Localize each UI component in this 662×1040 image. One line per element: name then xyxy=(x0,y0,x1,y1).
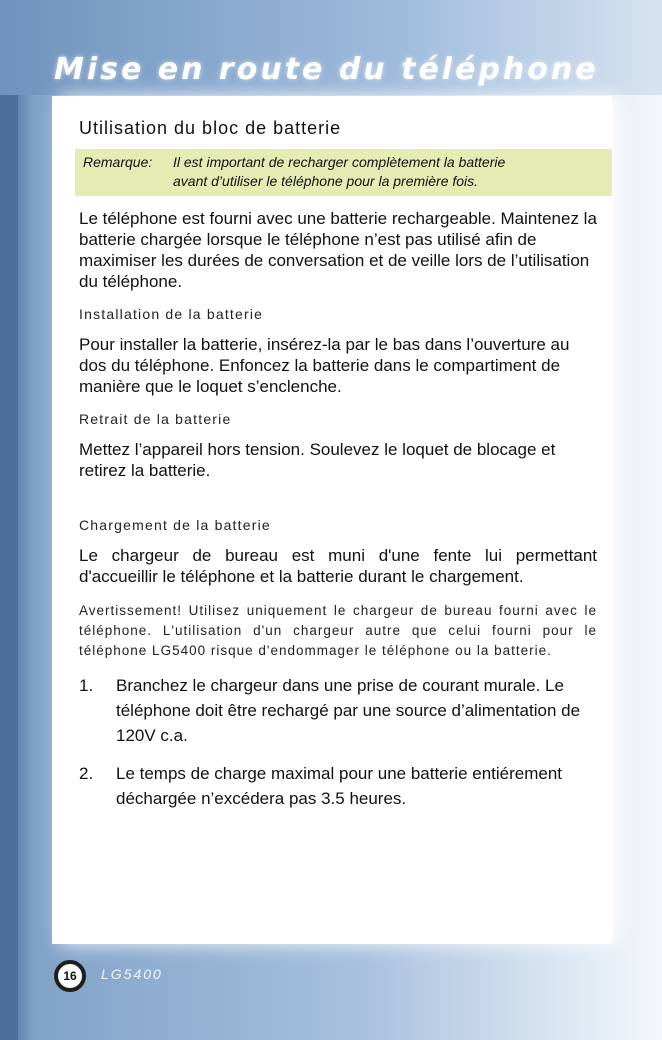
section-title: Utilisation du bloc de batterie xyxy=(79,118,342,138)
footer-model: LG5400 xyxy=(101,966,163,982)
page-number: 16 xyxy=(63,969,77,983)
removal-paragraph: Mettez l’appareil hors tension. Soulevez le loquet de blocage et retirez la batterie. xyxy=(79,440,556,480)
step-text: Le temps de charge maximal pour une batterie entiérement déchargée n’excédera pas 3.5 heures. xyxy=(116,764,563,808)
installation-heading: Installation de la batterie xyxy=(79,306,264,322)
step-text: Branchez le chargeur dans une prise de courant murale. Le téléphone doit être rechargé par une source d’alimentation de 120V c.a. xyxy=(116,676,581,745)
left-edge-bar xyxy=(0,0,18,1040)
note-line-1: Il est important de recharger complètement la batterie xyxy=(173,154,506,170)
page-number-badge xyxy=(54,960,86,992)
removal-heading: Retrait de la batterie xyxy=(79,411,232,427)
warning-paragraph: Avertissement! Utilisez uniquement le chargeur de bureau fourni avec le téléphone. L'utilisation d'un chargeur autre que celui fourni pour le téléphone LG5400 risque d'endommager le téléphone ou la batterie. xyxy=(79,603,597,658)
step-number: 2. xyxy=(79,764,94,783)
list-item xyxy=(79,761,597,811)
page-content xyxy=(79,118,597,824)
page-title: Mise en route du téléphone xyxy=(54,52,599,87)
intro-paragraph: Le téléphone est fourni avec une batterie rechargeable. Maintenez la batterie chargée lorsque le téléphone n’est pas utilisé afin de maximiser les durées de conversation et de veille lors de l’utilisation du téléphone. xyxy=(79,209,597,291)
charging-steps xyxy=(79,673,597,811)
left-edge-shadow xyxy=(18,0,34,1040)
note-line-2: avant d’utiliser le téléphone pour la première fois. xyxy=(173,173,479,189)
installation-paragraph: Pour installer la batterie, insérez-la par le bas dans l’ouverture au dos du téléphone. Enfoncez la batterie dans le compartiment de manière que le loquet s’enclenche. xyxy=(79,335,570,396)
note-box xyxy=(75,149,612,196)
step-number: 1. xyxy=(79,676,94,695)
note-label: Remarque: xyxy=(83,154,153,170)
charging-paragraph: Le chargeur de bureau est muni d'une fente lui permettant d'accueillir le téléphone et la batterie durant le chargement. xyxy=(79,546,597,586)
spacer xyxy=(79,495,597,517)
charging-heading: Chargement de la batterie xyxy=(79,517,271,533)
list-item xyxy=(79,673,597,748)
